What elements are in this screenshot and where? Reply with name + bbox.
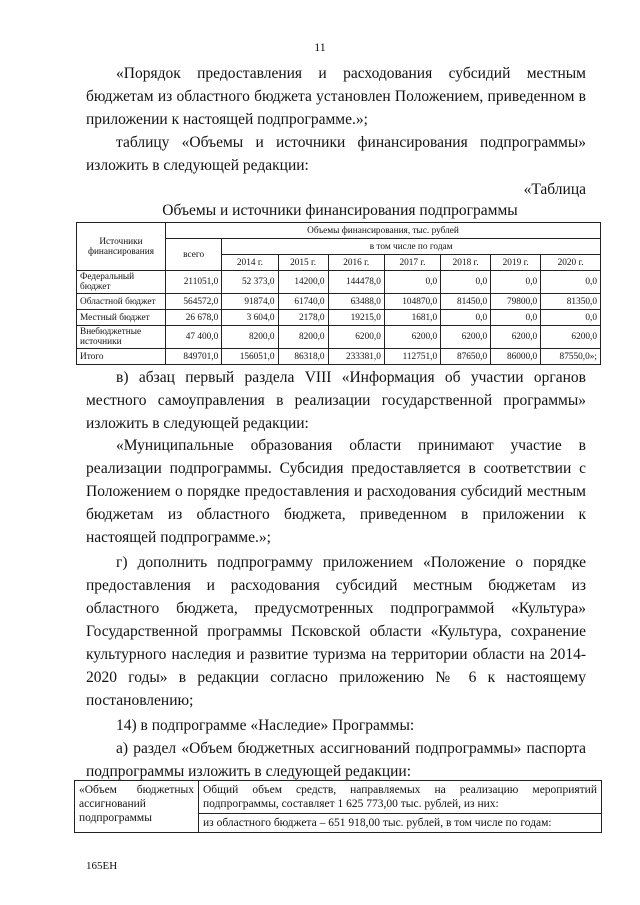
cell-value: 112751,0 [384,349,440,365]
cell-value: 81350,0 [541,294,601,310]
cell-value: 0,0 [441,271,491,294]
passport-table [74,780,602,833]
cell-value: 6200,0 [541,326,601,349]
header-year: 2016 г. [328,255,384,271]
header-total: всего [166,239,222,271]
cell-value: 233381,0 [328,349,384,365]
row-label: Внебюджетные источники [77,326,166,349]
header-year: 2014 г. [222,255,278,271]
cell-value: 79800,0 [491,294,541,310]
cell-value: 91874,0 [222,294,278,310]
cell-value: 564572,0 [166,294,222,310]
cell-value: 6200,0 [328,326,384,349]
cell-value: 87650,0 [441,349,491,365]
cell-value: 156051,0 [222,349,278,365]
paragraph-passport-section: а) раздел «Объем бюджетных ассигнований подпрограммы» паспорта подпрограммы изложить в следующей редакции: [86,740,586,780]
header-year: 2018 г. [441,255,491,271]
cell-value: 47 400,0 [166,326,222,349]
table-row [77,271,601,294]
header-sources: Источники финансирования [77,223,166,271]
table-row [77,310,601,326]
cell-value: 19215,0 [328,310,384,326]
cell-value: 3 604,0 [222,310,278,326]
row-label: Итого [77,349,166,365]
cell-value: 0,0 [441,310,491,326]
cell-value: 61740,0 [278,294,328,310]
table-label: «Таблица [523,181,586,198]
cell-value: 26 678,0 [166,310,222,326]
cell-value: 6200,0 [491,326,541,349]
cell-value: 86318,0 [278,349,328,365]
passport-label: «Объем бюджетных ассигнований подпрограммы [75,781,199,833]
header-year: 2015 г. [278,255,328,271]
cell-value: 1681,0 [384,310,440,326]
passport-total: Общий объем средств, направляемых на реализацию мероприятий подпрограммы, составляет 1 625 773,00 тыс. рублей, из них: [199,781,602,814]
cell-value: 849701,0 [166,349,222,365]
header-volumes: Объемы финансирования, тыс. рублей [166,223,601,239]
cell-value: 6200,0 [441,326,491,349]
cell-value: 63488,0 [328,294,384,310]
row-label: Областной бюджет [77,294,166,310]
cell-value: 0,0 [541,271,601,294]
cell-value: 0,0 [541,310,601,326]
paragraph-heritage: 14) в подпрограмме «Наследие» Программы: [116,717,415,734]
row-label: Местный бюджет [77,310,166,326]
cell-value: 0,0 [384,271,440,294]
header-year: 2017 г. [384,255,440,271]
cell-value: 86000,0 [491,349,541,365]
header-year: 2020 г. [541,255,601,271]
cell-value: 144478,0 [328,271,384,294]
cell-value: 8200,0 [222,326,278,349]
paragraph-section-viii: в) абзац первый раздела VIII «Информация об участии органов местного самоуправления в реализации государственной программы» изложить в следующей редакции: [86,369,586,432]
table-title: Объемы и источники финансирования подпрограммы [162,202,518,219]
document-code: 165ЕН [86,860,118,872]
cell-value: 87550,0»; [541,349,601,365]
cell-value: 6200,0 [384,326,440,349]
paragraph-table-intro: таблицу «Объемы и источники финансирования подпрограммы» изложить в следующей редакции: [86,134,586,174]
cell-value: 81450,0 [441,294,491,310]
table-row [77,294,601,310]
cell-value: 0,0 [491,271,541,294]
cell-value: 2178,0 [278,310,328,326]
cell-value: 14200,0 [278,271,328,294]
table-row [77,349,601,365]
paragraph-municipal: «Муниципальные образования области принимают участие в реализации подпрограммы. Субсидия предоставляется в соответствии с Положением о порядке предоставления и расходования субсидий местным бюджетам из областного бюджета, приведенном в приложении к настоящей подпрограмме.»; [86,437,586,546]
cell-value: 211051,0 [166,271,222,294]
cell-value: 8200,0 [278,326,328,349]
cell-value: 0,0 [491,310,541,326]
cell-value: 52 373,0 [222,271,278,294]
cell-value: 104870,0 [384,294,440,310]
page-number: 11 [314,40,326,54]
financing-table [76,222,601,365]
paragraph-subsidy-order: «Порядок предоставления и расходования субсидий местным бюджетам из областного бюджета установлен Положением, приведенном в приложении к настоящей подпрограмме.»; [86,65,586,128]
passport-regional: из областного бюджета – 651 918,00 тыс. рублей, в том числе по годам: [199,814,602,833]
paragraph-appendix: г) дополнить подпрограмму приложением «Положение о порядке предоставления и расходования субсидий местным бюджетам из областного бюджета, предусмотренных подпрограммой «Культура» Государственной программы Псковской области «Культура, сохранение культурного наследия и развитие туризма на территории области на 2014-2020 годы» в редакции согласно приложению № 6 к настоящему постановлению; [86,554,586,709]
header-year: 2019 г. [491,255,541,271]
row-label: Федеральный бюджет [77,271,166,294]
table-row [77,326,601,349]
header-including: в том числе по годам [222,239,601,255]
